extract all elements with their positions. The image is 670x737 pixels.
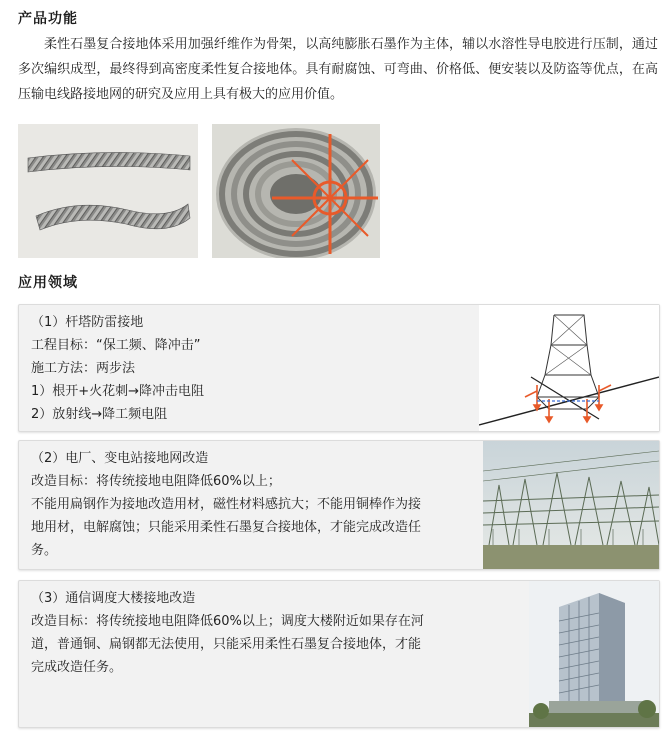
application-card-tower (18, 304, 660, 432)
dispatch-building-photo (529, 581, 659, 727)
application-card-substation (18, 440, 660, 570)
substation-photo (483, 441, 659, 569)
card-line: （2）电厂、变电站接地网改造 (31, 451, 209, 466)
application-card-building-text (31, 587, 424, 679)
product-photo-braided-pieces (18, 124, 198, 258)
card-line: 改造目标：将传统接地电阻降低60%以上；调度大楼附近如果存在河 (31, 614, 424, 629)
card-line: 地用材，电解腐蚀；只能采用柔性石墨复合接地体，才能完成改造任 (31, 520, 422, 535)
application-field-heading: 应用领域 (18, 275, 78, 291)
tower-grounding-diagram (479, 305, 659, 431)
card-line: 务。 (31, 543, 58, 558)
application-card-substation-text (31, 447, 421, 562)
card-line: 施工方法：两步法 (31, 361, 136, 376)
product-photo-coil-reel (212, 124, 380, 258)
card-line: 工程目标：“保工频、降冲击” (31, 338, 201, 353)
card-line: 不能用扁钢作为接地改造用材，磁性材料感抗大；不能用铜棒作为接 (31, 497, 422, 512)
card-line: 改造目标：将传统接地电阻降低60%以上； (31, 474, 281, 489)
card-line: 道，普通铜、扁钢都无法使用，只能采用柔性石墨复合接地体，才能 (31, 637, 422, 652)
card-line: 2）放射线→降工频电阻 (31, 407, 168, 422)
card-line: （3）通信调度大楼接地改造 (31, 591, 196, 606)
application-card-tower-text (31, 311, 204, 426)
product-function-heading: 产品功能 (18, 11, 78, 27)
product-description: 柔性石墨复合接地体采用加强纤维作为骨架，以高纯膨胀石墨作为主体，辅以水溶性导电胶进行压制，通过多次编织成型，最终得到高密度柔性复合接地体。具有耐腐蚀、可弯曲、价格低、便安装以及防盗等优点，在高压输电线路接地网的研究及应用上具有极大的应用价值。 (18, 37, 658, 102)
card-line: 完成改造任务。 (31, 660, 123, 675)
card-line: （1）杆塔防雷接地 (31, 315, 144, 330)
card-line: 1）根开+火花刺→降冲击电阻 (31, 384, 205, 399)
application-card-building (18, 580, 660, 728)
